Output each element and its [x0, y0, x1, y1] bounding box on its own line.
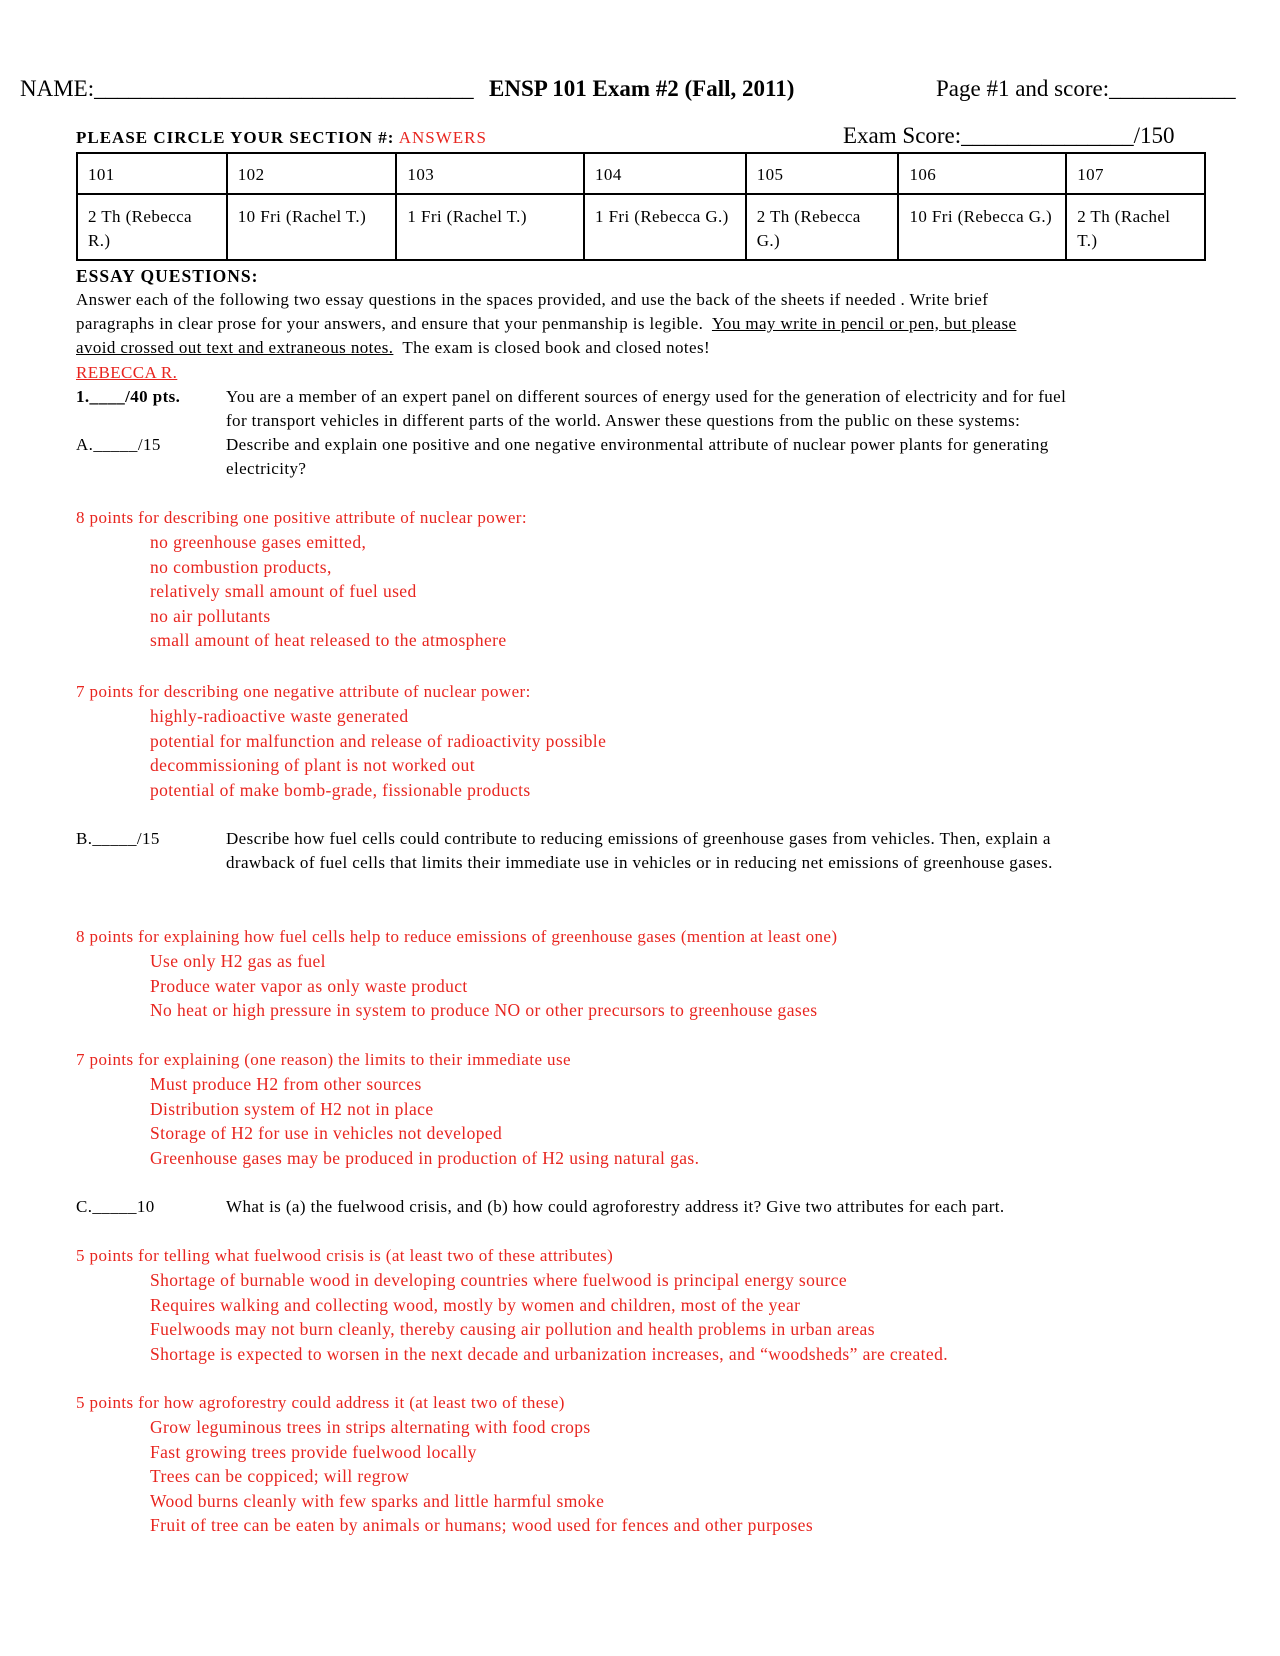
list-item: Shortage of burnable wood in developing countries where fuelwood is principal energy source: [150, 1270, 847, 1290]
section-105[interactable]: 105: [746, 153, 899, 194]
qb-text-2: drawback of fuel cells that limits their immediate use in vehicles or in reducing net emissions of greenhouse gases.: [226, 853, 1053, 872]
section-101[interactable]: 101: [77, 153, 227, 194]
qa-points: A._____/15: [76, 435, 161, 454]
qb-limit-heading: 7 points for explaining (one reason) the limits to their immediate use: [76, 1050, 571, 1069]
section-time-row: [77, 194, 1205, 260]
section-103[interactable]: 103: [396, 153, 584, 194]
instructions-line-1: Answer each of the following two essay questions in the spaces provided, and use the back of the sheets if needed . Write brief: [76, 290, 989, 309]
section-number-row: [77, 153, 1205, 194]
q1-points: 1.____/40 pts.: [76, 387, 181, 406]
list-item: Shortage is expected to worsen in the next decade and urbanization increases, and “woodsheds” are created.: [150, 1343, 948, 1364]
list-item: small amount of heat released to the atmosphere: [150, 630, 507, 651]
section-107[interactable]: 107: [1066, 153, 1205, 194]
instructions-line-3a: avoid crossed out text and extraneous notes.: [76, 338, 394, 357]
exam-title: ENSP 101 Exam #2 (Fall, 2011): [489, 76, 795, 101]
qa-positive-heading: 8 points for describing one positive attribute of nuclear power:: [76, 508, 527, 527]
section-102[interactable]: 102: [227, 153, 397, 194]
exam-score-label: Exam Score:_______________/150: [843, 123, 1175, 148]
instructions-line-2b: You may write in pencil or pen, but please: [711, 314, 1017, 333]
name-field-label: NAME:_________________________________: [20, 76, 474, 101]
answers-label: ANSWERS: [398, 128, 487, 147]
q1-text-2: for transport vehicles in different parts of the world. Answer these questions from the public on these systems:: [226, 411, 1021, 430]
qa-negative-list: [150, 704, 606, 802]
instructions-line-2a: paragraphs in clear prose for your answers, and ensure that your penmanship is legible.: [76, 314, 704, 333]
list-item: no greenhouse gases emitted,: [150, 532, 367, 552]
section-104[interactable]: 104: [584, 153, 746, 194]
section-time-104[interactable]: 1 Fri (Rebecca G.): [584, 194, 746, 260]
section-instruction: [76, 128, 487, 148]
list-item: Wood burns cleanly with few sparks and little harmful smoke: [150, 1490, 605, 1511]
list-item: Fuelwoods may not burn cleanly, thereby causing air pollution and health problems in urban areas: [150, 1319, 875, 1340]
list-item: Produce water vapor as only waste product: [150, 975, 468, 996]
qb-points: B._____/15: [76, 829, 160, 848]
list-item: Fruit of tree can be eaten by animals or humans; wood used for fences and other purposes: [150, 1515, 814, 1536]
list-item: Grow leguminous trees in strips alternating with food crops: [150, 1417, 591, 1437]
qb-help-heading: 8 points for explaining how fuel cells help to reduce emissions of greenhouse gases (mention at least one): [76, 927, 838, 946]
q1-text-1: You are a member of an expert panel on different sources of energy used for the generation of electricity and for fuel: [226, 387, 1067, 406]
list-item: Requires walking and collecting wood, mostly by women and children, most of the year: [150, 1294, 801, 1315]
list-item: potential for malfunction and release of radioactivity possible: [150, 730, 607, 751]
qa-positive-list: [150, 530, 507, 653]
qb-text-1: Describe how fuel cells could contribute to reducing emissions of greenhouse gases from vehicles. Then, explain a: [226, 829, 1051, 848]
grader-name: REBECCA R.: [76, 363, 178, 382]
qb-help-list: [150, 949, 817, 1023]
list-item: Distribution system of H2 not in place: [150, 1098, 434, 1119]
section-time-106[interactable]: 10 Fri (Rebecca G.): [898, 194, 1066, 260]
list-item: relatively small amount of fuel used: [150, 581, 417, 602]
instructions-line-3: [76, 336, 710, 361]
list-item: Greenhouse gases may be produced in production of H2 using natural gas.: [150, 1147, 700, 1168]
list-item: no combustion products,: [150, 556, 332, 577]
list-item: potential of make bomb-grade, fissionable products: [150, 779, 531, 800]
section-time-102[interactable]: 10 Fri (Rachel T.): [227, 194, 397, 260]
circle-section-label: PLEASE CIRCLE YOUR SECTION #:: [76, 128, 395, 147]
list-item: No heat or high pressure in system to produce NO or other precursors to greenhouse gases: [150, 1000, 818, 1021]
instructions-line-2: [76, 312, 1016, 337]
list-item: Storage of H2 for use in vehicles not developed: [150, 1123, 503, 1144]
list-item: Use only H2 gas as fuel: [150, 951, 326, 971]
qc-points: C._____10: [76, 1197, 155, 1216]
instructions-line-3b: The exam is closed book and closed notes!: [402, 338, 711, 357]
section-table: [76, 152, 1206, 261]
qc-agro-list: [150, 1415, 813, 1538]
section-time-103[interactable]: 1 Fri (Rachel T.): [396, 194, 584, 260]
section-106[interactable]: 106: [898, 153, 1066, 194]
qc-text: What is (a) the fuelwood crisis, and (b) how could agroforestry address it? Give two attributes for each part.: [226, 1197, 1005, 1216]
section-time-107[interactable]: 2 Th (Rachel T.): [1066, 194, 1205, 260]
qa-text-1: Describe and explain one positive and one negative environmental attribute of nuclear power plants for generating: [226, 435, 1049, 454]
list-item: Must produce H2 from other sources: [150, 1074, 422, 1094]
qc-crisis-list: [150, 1268, 948, 1366]
essay-heading: ESSAY QUESTIONS:: [76, 266, 259, 286]
list-item: Fast growing trees provide fuelwood locally: [150, 1441, 477, 1462]
list-item: highly-radioactive waste generated: [150, 706, 409, 726]
list-item: no air pollutants: [150, 605, 271, 626]
qc-crisis-heading: 5 points for telling what fuelwood crisis is (at least two of these attributes): [76, 1246, 614, 1265]
list-item: Trees can be coppiced; will regrow: [150, 1466, 410, 1487]
qa-text-2: electricity?: [226, 459, 307, 478]
list-item: decommissioning of plant is not worked out: [150, 755, 475, 776]
qa-negative-heading: 7 points for describing one negative attribute of nuclear power:: [76, 682, 531, 701]
qc-agro-heading: 5 points for how agroforestry could address it (at least two of these): [76, 1393, 565, 1412]
qb-limit-list: [150, 1072, 699, 1170]
section-time-101[interactable]: 2 Th (Rebecca R.): [77, 194, 227, 260]
page-score-label: Page #1 and score:___________: [936, 76, 1236, 101]
section-time-105[interactable]: 2 Th (Rebecca G.): [746, 194, 899, 260]
